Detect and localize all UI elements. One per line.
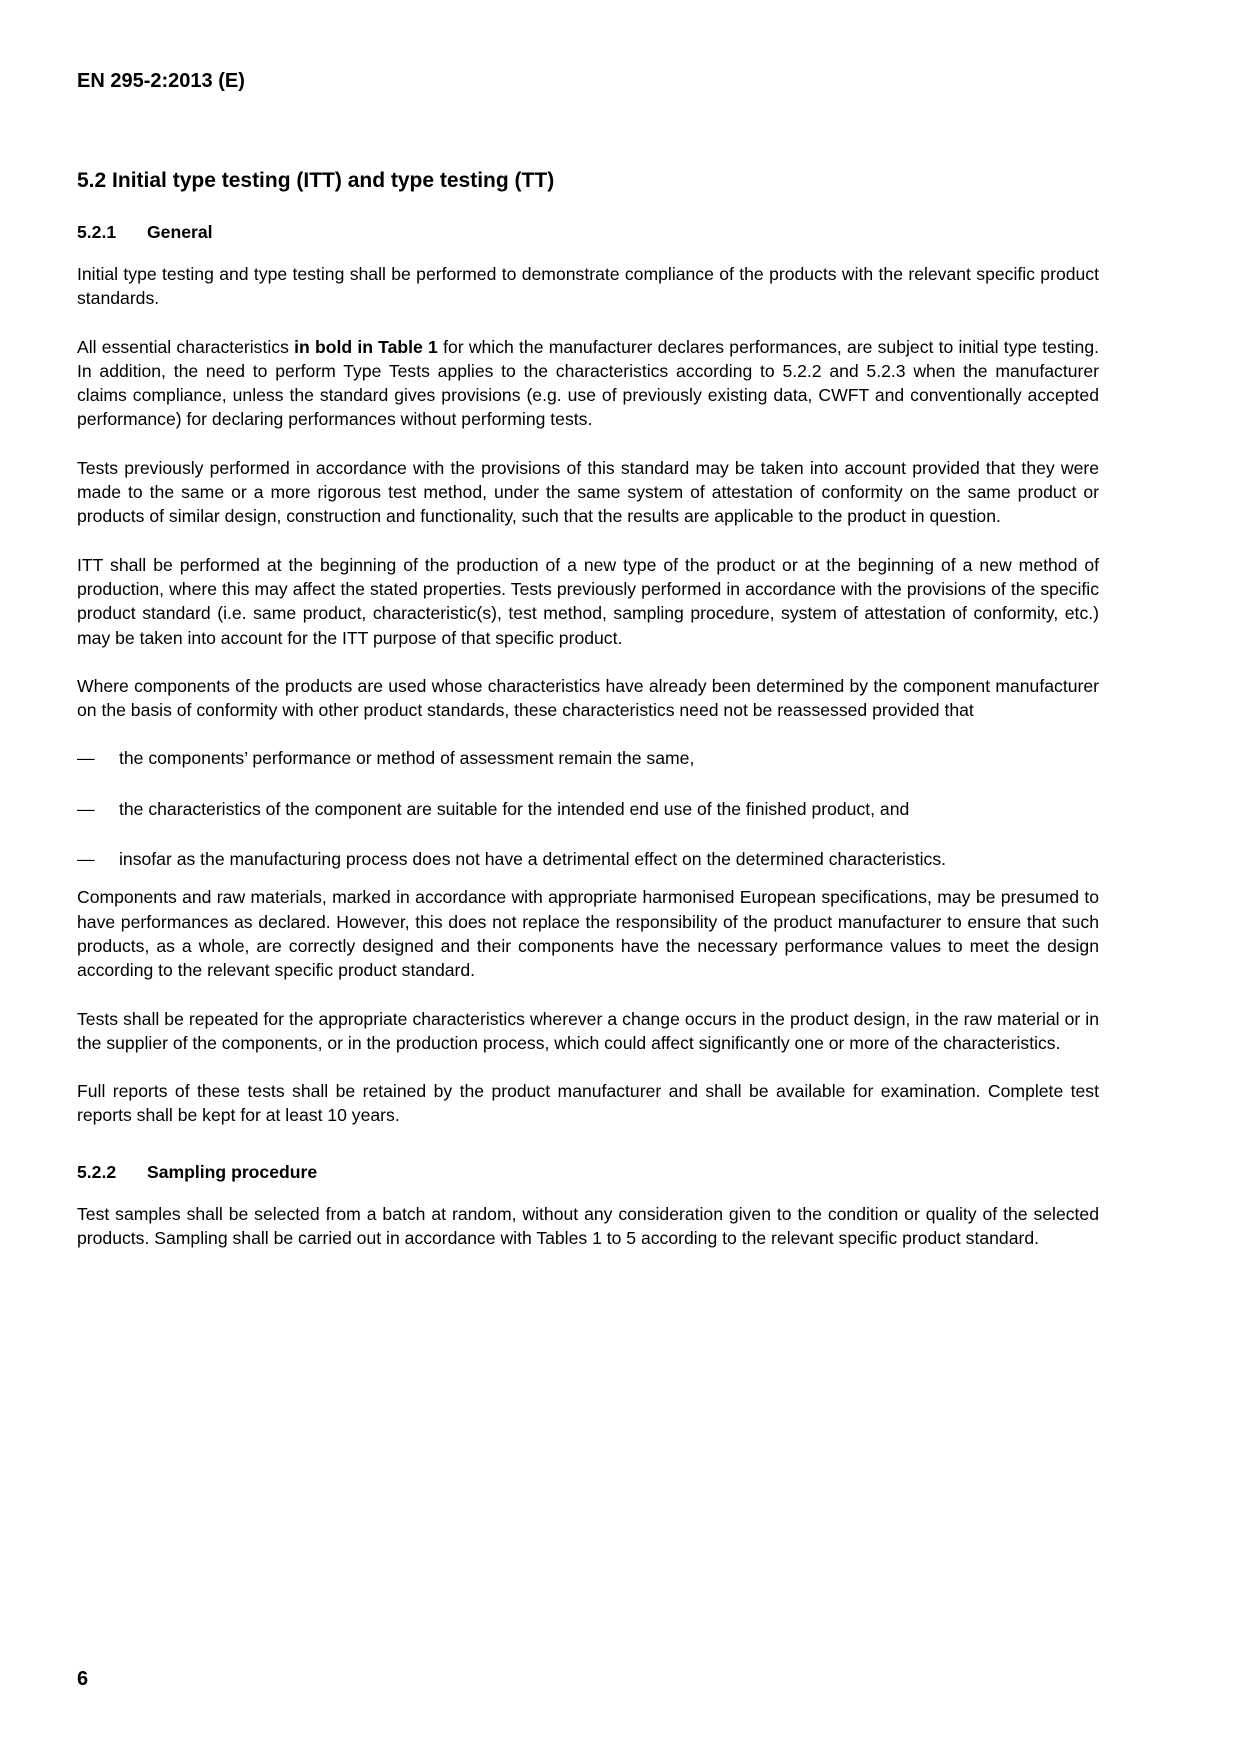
paragraph: Full reports of these tests shall be retained by the product manufacturer and shall be available for examination. Complete test reports shall be kept for at least 10 years. — [77, 1081, 1099, 1126]
subsection-title: General — [147, 222, 213, 242]
dash-marker: — — [77, 798, 95, 819]
subsection-title: Sampling procedure — [147, 1161, 318, 1182]
page-content — [77, 168, 1099, 1274]
list-item-text: insofar as the manufacturing process does not have a detrimental effect on the determined characteristics. — [119, 849, 947, 870]
paragraph: Initial type testing and type testing shall be performed to demonstrate compliance of the products with the relevant specific product standards. — [77, 264, 1099, 309]
list-item — [77, 746, 1099, 770]
bold-text: in bold in Table 1 — [294, 336, 438, 357]
subsection-number: 5.2.1 — [77, 222, 117, 242]
document-id-header: EN 295-2:2013 (E) — [77, 70, 245, 92]
dash-marker: — — [77, 748, 95, 769]
paragraph: ITT shall be performed at the beginning of the production of a new type of the product or at the beginning of a new method of production, where this may affect the stated properties. Tests previously performed in accordance with the provisions of the specific product standard (i.e. same product, characteristic(s), test method, sampling procedure, system of attestation of conformity, etc.) may be taken into account for the ITT purpose of that specific product. — [77, 554, 1099, 648]
condition-list — [77, 746, 1099, 871]
paragraph: Test samples shall be selected from a batch at random, without any consideration given to the condition or quality of the selected products. Sampling shall be carried out in accordance with Tables 1 to 5 according to the relevant specific product standard. — [77, 1203, 1099, 1249]
list-item — [77, 797, 1099, 821]
page-number: 6 — [77, 1668, 89, 1690]
paragraph-text: All essential characteristics — [77, 336, 295, 357]
list-item — [77, 847, 1099, 871]
list-item-text: the components’ performance or method of assessment remain the same, — [119, 748, 695, 769]
subsection-heading-general — [77, 220, 1099, 244]
paragraph: Components and raw materials, marked in accordance with appropriate harmonised European specifications, may be presumed to have performances as declared. However, this does not replace the responsibility of the product manufacturer to ensure that such products, as a whole, are correctly designed and their components have the necessary performance values to meet the design according to the relevant specific product standard. — [77, 887, 1099, 981]
section-title: 5.2 Initial type testing (ITT) and type testing (TT) — [77, 169, 555, 192]
list-item-text: the characteristics of the component are suitable for the intended end use of the finished product, and — [119, 798, 910, 819]
dash-marker: — — [77, 849, 95, 870]
paragraph: Where components of the products are used whose characteristics have already been determined by the component manufacturer on the basis of conformity with other product standards, these characteristics need not be reassessed provided that — [77, 675, 1099, 721]
subsection-number: 5.2.2 — [77, 1161, 117, 1182]
paragraph — [77, 335, 1099, 432]
paragraph: Tests previously performed in accordance with the provisions of this standard may be taken into account provided that they were made to the same or a more rigorous test method, under the same system of attestation of conformity on the same product or products of similar design, construction and functionality, such that the results are applicable to the product in question. — [77, 457, 1099, 527]
paragraph: Tests shall be repeated for the appropriate characteristics wherever a change occurs in the product design, in the raw material or in the supplier of the components, or in the production process, which could affect significantly one or more of the characteristics. — [77, 1008, 1099, 1053]
paragraph-text: for which the manufacturer declares performances, are subject to initial type testing. In addition, the need to perform Type Tests applies to the characteristics according to 5.2.2 and 5.2.3 when the manufacturer claims compliance, unless the standard gives provisions (e.g. use of previously existing data, CWFT and conventionally accepted performance) for declaring performances without performing tests. — [77, 336, 1100, 430]
subsection-heading-sampling — [77, 1160, 1099, 1184]
